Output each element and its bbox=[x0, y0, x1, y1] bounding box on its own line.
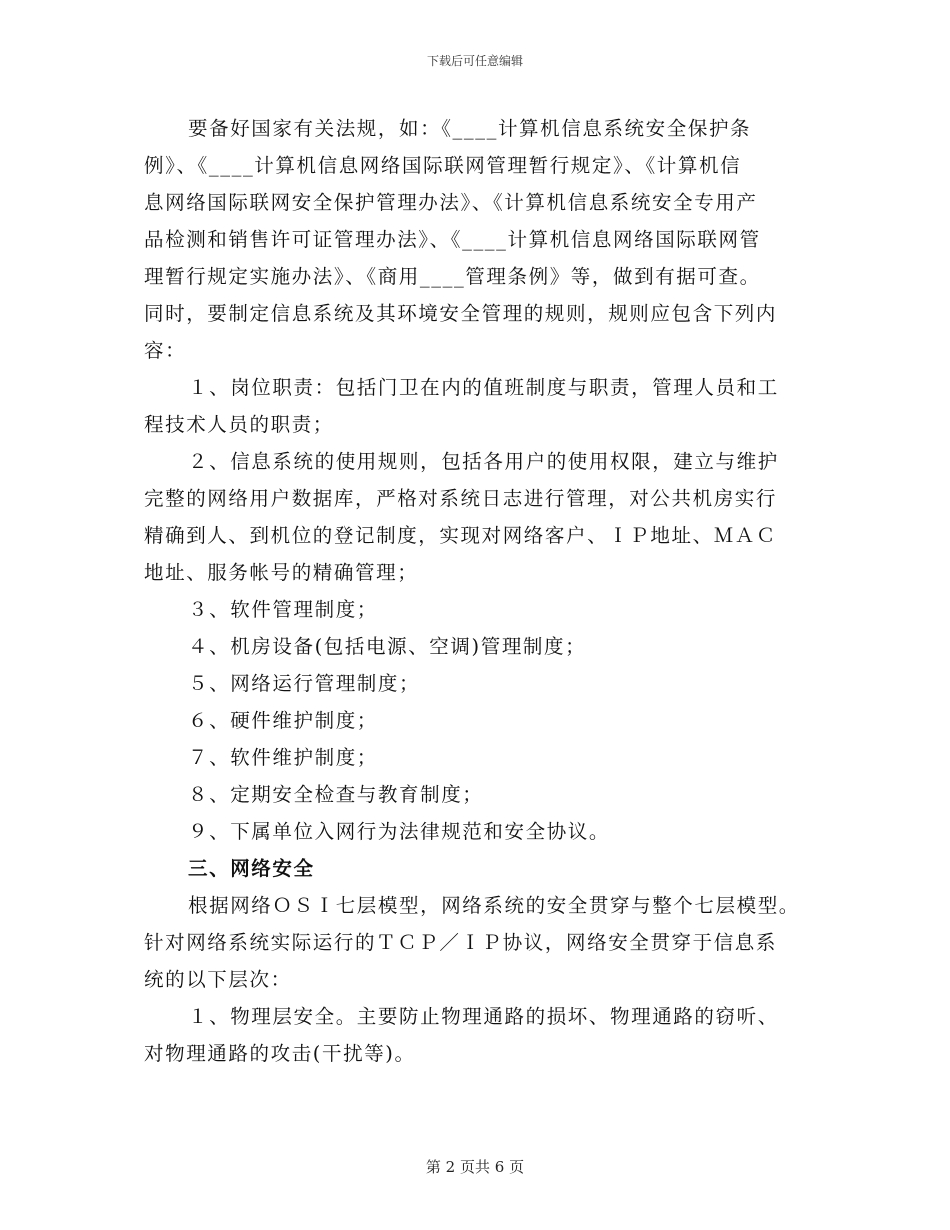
paragraph-line: 同时，要制定信息系统及其环境安全管理的规则，规则应包含下列内 bbox=[144, 302, 778, 325]
list-item-line: 对物理通路的攻击(干扰等)。 bbox=[144, 1042, 416, 1065]
list-item-line: 程技术人员的职责； bbox=[144, 413, 334, 436]
document-body bbox=[144, 110, 816, 1072]
page-header: 下载后可任意编辑 bbox=[426, 54, 523, 68]
list-item-line: ６、硬件维护制度； bbox=[188, 709, 378, 732]
section-heading: 三、网络安全 bbox=[188, 857, 315, 880]
list-item-line: ８、定期安全检查与教育制度； bbox=[188, 783, 484, 806]
list-item-line: ９、下属单位入网行为法律规范和安全协议。 bbox=[188, 820, 611, 843]
list-item-line: 精确到人、到机位的登记制度，实现对网络客户、ＩＰ地址、ＭＡＣ bbox=[144, 524, 778, 547]
list-item-line: 完整的网络用户数据库，严格对系统日志进行管理，对公共机房实行 bbox=[144, 487, 778, 510]
list-item-line: １、物理层安全。主要防止物理通路的损坏、物理通路的窃听、 bbox=[188, 1005, 779, 1028]
list-item-line: １、岗位职责：包括门卫在内的值班制度与职责，管理人员和工 bbox=[188, 376, 779, 399]
list-item-line: ７、软件维护制度； bbox=[188, 746, 378, 769]
list-item-line: ３、软件管理制度； bbox=[188, 598, 378, 621]
list-item-line: ５、网络运行管理制度； bbox=[188, 672, 421, 695]
paragraph-line: 例》、《____计算机信息网络国际联网管理暂行规定》、《计算机信 bbox=[144, 154, 742, 177]
paragraph-line: 容： bbox=[144, 339, 187, 362]
list-item-line: ４、机房设备(包括电源、空调)管理制度； bbox=[188, 635, 587, 658]
paragraph-line: 针对网络系统实际运行的ＴＣＰ／ＩＰ协议，网络安全贯穿于信息系 bbox=[144, 931, 778, 954]
paragraph-line: 统的以下层次： bbox=[144, 968, 292, 991]
page-number: 第 2 页共 6 页 bbox=[425, 1158, 525, 1176]
paragraph-line: 品检测和销售许可证管理办法》、《____计算机信息网络国际联网管 bbox=[144, 228, 761, 251]
paragraph-line: 根据网络ＯＳＩ七层模型，网络系统的安全贯穿与整个七层模型。 bbox=[188, 894, 800, 917]
list-item-line: 地址、服务帐号的精确管理； bbox=[144, 561, 419, 584]
list-item-line: ２、信息系统的使用规则，包括各用户的使用权限，建立与维护 bbox=[188, 450, 779, 473]
paragraph-line: 要备好国家有关法规，如：《____计算机信息系统安全保护条 bbox=[188, 117, 752, 140]
paragraph-line: 息网络国际联网安全保护管理办法》、《计算机信息系统安全专用产 bbox=[144, 191, 758, 214]
paragraph-line: 理暂行规定实施办法》、《商用____管理条例》等，做到有据可查。 bbox=[144, 265, 761, 288]
